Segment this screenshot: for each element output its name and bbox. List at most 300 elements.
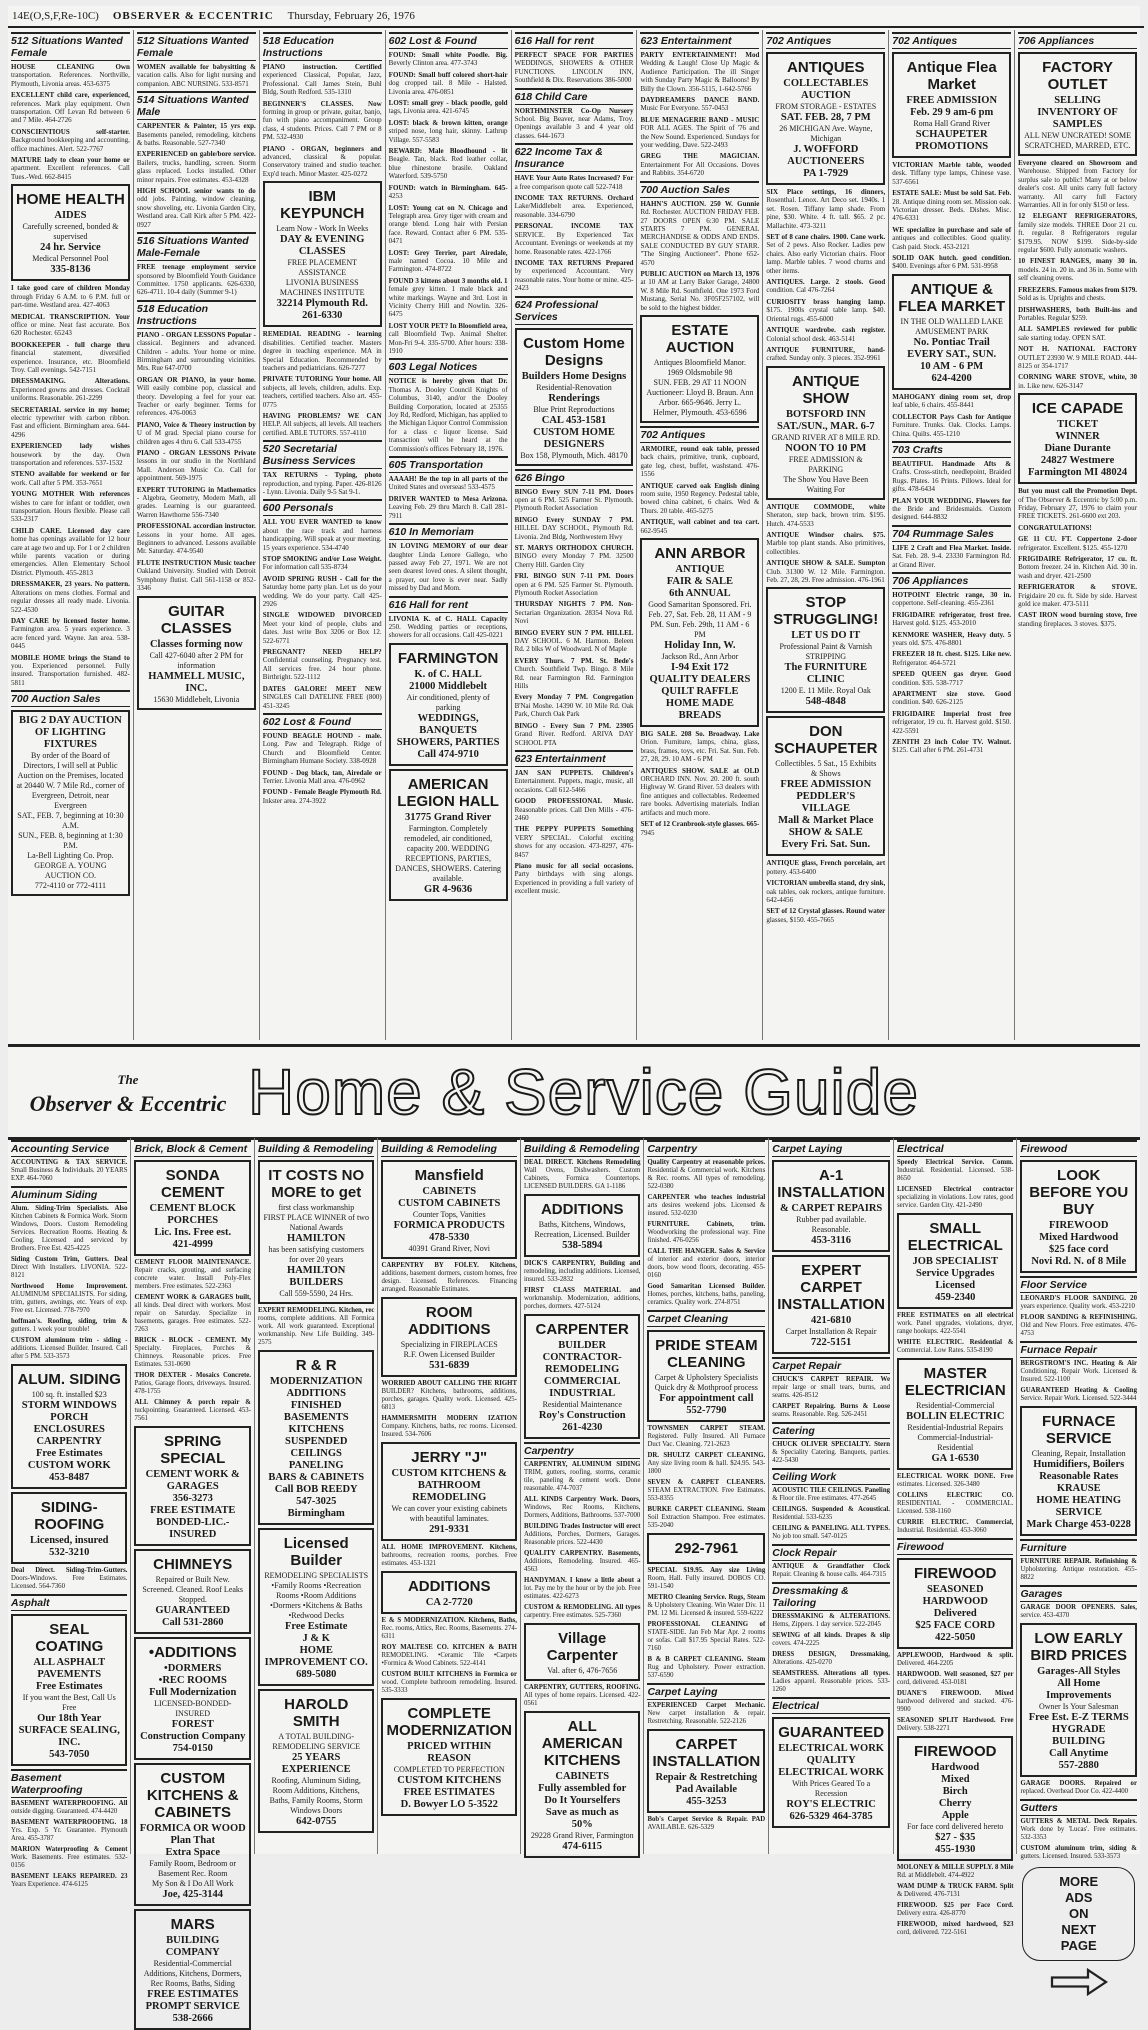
classified-ad: HARDWOOD. Well seasoned, $27 per cord, delivered. 453-0181 (897, 1671, 1014, 1686)
display-ad-line: Mansfield (414, 1167, 484, 1184)
page-number: 14E(O,S,F,Re-10C) (12, 10, 99, 22)
display-ad-line: SEASONED HARDWOOD (922, 1584, 988, 1607)
classified-ad: ZENITH 23 inch Color TV. Walnut. $125. Call after 6 PM. 261-4731 (892, 738, 1012, 755)
auction-ad-line: SUN., FEB. 8, beginning at 1:30 P.M. (18, 831, 123, 851)
display-ad-line: Call 531-2860 (161, 1617, 224, 1628)
classified-ad: ANTIQUE wardrobe. cash register. Colonial school desk. 463-5141 (766, 326, 886, 343)
classified-ad: FIRST CLASS MATERIAL and workmanship. Modernization, additions, porches, dormers. 427-5124 (523, 1287, 641, 1310)
section-heading-auction-sales: 700 Auction Sales (11, 690, 130, 707)
classified-ad: BINGO EVERY SUN 7 PM. HILLEL DAY SCHOOL. 6 M. Harmon. Beleen Rd. 2 blks W of Woodward. N of Maple (514, 628, 634, 654)
display-ad-line: Novi Rd. N. of 8 Mile (1031, 1256, 1127, 1267)
display-ad-line: Garages-All Styles (1037, 1666, 1121, 1677)
section-heading-carpet-laying: Carpet Laying (772, 1140, 890, 1157)
classified-ad: 10 FINEST RANGES, many 30 in. models. 24 in. 20 in. and 36 in. Some with self cleaning ovens. (1018, 257, 1138, 283)
classified-ad: SEAMSTRESS. Alterations all types. Ladies apparel. Reasonable prices. 533-1260 (772, 1670, 890, 1693)
section-heading-514-situations-wanted-male: 514 Situations Wanted Male (137, 91, 256, 120)
classified-ad: DAYDREAMERS DANCE BAND. Music For Everyone. 557-0453 (640, 96, 760, 113)
display-ad-line: Rubber pad available. Reasonable. (796, 1215, 867, 1234)
display-ad-line: Roma Hall Grand River (913, 119, 990, 128)
display-ad (766, 52, 885, 185)
display-ad-line: SIDING-ROOFING (34, 1499, 105, 1533)
classified-ad: WORRIED ABOUT CALLING THE RIGHT BUILDER? Kitchens, bathrooms, additions, porches, garages. Quality work. Licensed. 425-6813 (381, 1380, 517, 1411)
section-heading-furnace-repair: Furnace Repair (1020, 1341, 1136, 1358)
section-heading-aluminum-siding: Aluminum Siding (11, 1186, 127, 1203)
classified-ad: Alum. Siding-Trim Specialists. Also Kitchen Cabinets & Formica Work. Storm Windows, Doors. Custom Remodeling Services. Recreation Rooms. Heating & Cooling. Licensed and serviced by Brothers. Free Est. 425-4225 (11, 1205, 128, 1252)
classified-ad: FOUND: Small white Poodle. Big. Beverly Clinton area. 477-3743 (388, 51, 508, 68)
display-ad (258, 1528, 374, 1686)
display-ad-line: GRAND RIVER AT 8 MILE RD. (771, 432, 880, 442)
classified-ad: CARPENTER & Painter, 15 yrs exp. Basements paneled, remodeling, kitchens & baths. Reasonable. 527-7340 (136, 122, 256, 148)
section-heading-ceiling-work: Ceiling Work (772, 1468, 890, 1485)
display-ad-line: 455-3253 (686, 1796, 727, 1807)
display-ad-line: 543-7050 (49, 1749, 90, 1760)
section-heading-518-education-instructions: 518 Education Instructions (263, 32, 382, 61)
display-ad-line: For face cord delivered hereto (907, 1822, 1004, 1831)
section-heading-512-situations-wanted-female: 512 Situations Wanted Female (137, 32, 256, 61)
classified-ad: FIREWOOD, mixed hardwood, $23 cord, delivered. 722-5161 (897, 1921, 1014, 1936)
classified-ad: HAVING PROBLEMS? WE CAN HELP. All subjects, all levels. All teachers certified. ABLE TUTORS. 557-4110 (262, 411, 382, 437)
display-ad-line: Full Modernization (149, 1687, 237, 1698)
section-heading-702-antiques: 702 Antiques (892, 32, 1011, 49)
classified-ad: BINGO Every SUNDAY 7 PM. HILLEL DAY SCHOOL, Plymouth Rd. Livonia. 2nd Bldg, Northwestern Hwy (514, 515, 634, 541)
classified-ad: FOUND: Small buff colored short-hair dog cropped tail. 8 Mile - Halsted. Livonia area. 476-0851 (388, 70, 508, 96)
section-heading-624-professional-services: 624 Professional Services (515, 296, 634, 325)
display-ad-line: COMMERCIAL (544, 1376, 621, 1387)
display-ad-line: SURFACE SEALING, INC. (18, 1725, 120, 1748)
display-ad-line: QUILT RAFFLE (661, 686, 739, 698)
section-heading-accounting-service: Accounting Service (11, 1140, 127, 1157)
section-heading-626-bingo: 626 Bingo (515, 469, 634, 486)
display-ad-line: ALL ASPHALT PAVEMENTS (33, 1657, 106, 1680)
classified-ad: FLUTE INSTRUCTION Music teacher Oakland University. Studied with Detroit Symphony flutist. Call 561-1158 or 852-3346 (136, 558, 256, 593)
display-ad-line: Joe, 425-3144 (162, 1889, 224, 1900)
classified-ad: FLOOR SANDING & REFINISHING. Old and New Floors. Free estimates. 476-4753 (1020, 1314, 1137, 1337)
classified-ad: NORTHMINSTER Co-Op Nursery School. Big Beaver, near Adams, Troy. Openings available 3 and 4 year old classes. 644-1673 (514, 106, 634, 140)
display-ad-line: & CARPET REPAIRS (779, 1203, 883, 1214)
classified-ad: FOUND - Dog black, tan, Airedale or Terrier. Livonia Mall area. 476-0962 (262, 768, 382, 785)
display-ad-line: 422-5050 (935, 1632, 976, 1643)
section-heading-618-child-care: 618 Child Care (515, 88, 634, 105)
classified-ad: CUSTOM BUILT KITCHENS in Formica or wood. Complete bathroom remodeling. Insured. 535-3333 (381, 1671, 517, 1694)
classified-ad: FRI. BINGO SUN 7-11 PM. Doors open at 6 PM. 525 Farmer St. Plymouth. Plymouth Rocket Association (514, 572, 634, 597)
classified-ad: SET of 8 cane chairs. 1900. Cane work. Set of 2 pews. Also Rocker. Ladies pew chairs. Also early Victorian chairs. Floor lamp. Marble tables. 7 wood churns and other items. (766, 233, 886, 275)
display-ad (772, 1255, 890, 1354)
classified-ad: VICTORIAN Marble table, wooded desk. Tiffany type lamps, Chinese vase. 537-6561 (892, 161, 1012, 186)
classified-ad: DRIVER WANTED to Mesa Arizona. Leaving Feb. 29 thru March 8. Call 281-7911 (388, 494, 508, 520)
display-ad-line: Call 559-5590, 24 Hrs. (279, 1289, 353, 1298)
classified-ad: B & B CARPET CLEANING. Steam Rug and Upholstery. Power extraction. 537-6590 (647, 1656, 766, 1679)
display-ad-line: Auctioneer: Lloyd B. Braun. Ann Arbor. 665-9646. Jerry L. Helmer, Plymouth. 453-6596 (646, 387, 754, 417)
classified-ad: ALL KINDS Carpentry Work. Doors, Windows, Rec Rooms, Kitchens, Dormers, Additions, Bathrooms. 537-7000 (523, 1496, 641, 1519)
classified-ad: LEONARD'S FLOOR SANDING. 20 years experience. Quality work. 453-2210 (1020, 1295, 1137, 1310)
display-ad-line: FARMINGTON (397, 649, 499, 667)
classified-ad: PRIVATE TUTORING Your home. All subjects, all levels, children, adults. Exp. teachers, certified teachers. Also art. 455-0775 (262, 375, 382, 409)
classified-ad: GUARANTEED Heating & Cooling Service. Repair Work. Licensed. 522-3444 (1020, 1387, 1137, 1402)
display-ad-line: PA 1-7929 (803, 168, 849, 179)
classified-ad: PIANO - ORGAN LESSONS Private lessons in our studio in the Northland Mall. Anderson Music Co. Call for appointment. 569-1975 (136, 449, 256, 483)
display-ad-line: Residential-Renovation (536, 382, 612, 392)
classified-ad: THOR DEXTER - Mosaics Concrete. Patios, Garage floors, driveways. Insured. 478-1755 (134, 1372, 251, 1395)
classified-ad: PERSONAL INCOME TAX SERVICE. By Experienced Tax Accountant. Evenings or weekends at my home. Reasonable rates. 422-1766 (514, 222, 634, 256)
display-ad-line: ALL AMERICAN KITCHENS (541, 1718, 623, 1769)
display-ad-line: Additions, Kitchens, Dormers, Rec Rooms, Baths, Siding (143, 1969, 242, 1988)
display-ad-line: ALL NEW UNCRATED! SOME SCRATCHED, MARRED, ETC. (1024, 131, 1132, 150)
display-ad-line: 15630 Middlebelt, Livonia (153, 694, 240, 704)
display-ad-line: LIVONIA BUSINESS MACHINES INSTITUTE (279, 278, 365, 298)
display-ad (134, 1549, 250, 1634)
display-ad-line: •Family Rooms •Recreation Rooms •Room Additions •Dormers •Kitchens & Baths •Redwood Decks (269, 1581, 363, 1620)
classified-ad: CEMENT WORK & GARAGES built, all kinds. Deal direct with workers. Most repair on Saturday. Specialize in basements, garages. Free estimates. 522-7263 (134, 1294, 251, 1333)
classified-ad: FREEZER 18 ft. chest. $125. Like new. Refrigerator. 464-5721 (892, 650, 1012, 667)
display-ad-line: SUSPENDED CEILINGS (284, 1436, 348, 1459)
classified-ad: Siding Custom Trim, Gutters. Deal Direct With Installers. LIVONIA. 522-8121 (11, 1256, 128, 1279)
display-ad-line: For appointment call (659, 1393, 754, 1404)
display-ad-line: FIRST PLACE WINNER of two National Awards (263, 1213, 369, 1232)
section-heading-605-transportation: 605 Transportation (389, 456, 508, 473)
classified-ad: BASEMENT WATERPROOFING. All outside digging. Guaranteed. 474-4420 (11, 1800, 128, 1815)
display-ad-line: MARS (170, 1916, 215, 1933)
display-ad-line: FREE ESTIMATES (147, 1989, 239, 2000)
classified-ad: CUSTOM aluminum trim - siding - additions. Licensed Builder. Insured. Call after 5 PM. 533-3573 (11, 1337, 128, 1360)
display-ad-line: CARPENTER (535, 1321, 629, 1338)
classified-ad: AAAAH! Be the top in all parts of the United States and overseas! 533-4575 (388, 475, 508, 492)
display-ad (892, 274, 1011, 390)
display-ad (524, 1623, 640, 1681)
display-ad-line: Repair & Restretching (655, 1772, 758, 1783)
classified-ad: BRICK - BLOCK - CEMENT. My Specialty. Fireplaces, Porches & Chimneys. Reasonable prices. Free Estimates. 531-0690 (134, 1337, 251, 1368)
service-guide-columns (8, 1138, 1140, 2024)
classified-ad: NOTICE is hereby given that Dr. Thomas A. Dooley Council Knights of Columbus, 3140, and/or the Dooley Building Corporation, located at 25355 Joy Rd, Redford, Michigan, has applied to the Michigan Liquor Control Commission for a class c liquor license. Said transaction will be heard at the Commission's offices February 18, 1976. (388, 377, 508, 453)
display-ad (389, 769, 508, 901)
classified-ad: AVOID SPRING RUSH - Call for the Saturday home party plan. Let us do your wedding. We do your party. Call 425-2926 (262, 574, 382, 609)
display-ad-line: CA 2-7720 (425, 1597, 473, 1608)
classified-ad: FIREWOOD. $25 per Face Cord. Delivery extra. 426-8770 (897, 1902, 1014, 1917)
display-ad-line: CABINETS (555, 1771, 610, 1782)
display-ad-line: HAMMELL MUSIC, INC. (148, 670, 245, 694)
classified-ad: KENMORE WASHER, Heavy duty. 5 years old. $75. 476-8801 (892, 630, 1012, 647)
display-ad-line: KITCHENS (288, 1424, 344, 1435)
display-ad (524, 1711, 640, 1858)
display-ad-line: CHIMNEYS (153, 1556, 233, 1573)
display-ad (640, 538, 759, 727)
classified-ad: Piano music for all social occasions. Party birthdays with sing alongs. Experienced in providing a full variety of excellent music. (514, 861, 634, 896)
display-ad-line: PRIDE STEAM CLEANING (655, 1337, 758, 1371)
classified-ad: YOUNG MOTHER With references wishes to care for infant or toddler, own transportation. Hours flexible. Please call 533-2317 (11, 490, 130, 524)
display-ad-line: SHOWERS, PARTIES (396, 736, 500, 748)
display-ad-line: QUALITY (806, 1755, 856, 1766)
classified-ad: CUSTOM aluminum trim, siding & gutters. Licensed. Insured. 533-3573 (1020, 1845, 1137, 1860)
section-heading-carpentry: Carpentry (647, 1140, 765, 1157)
classified-ad: TAX RETURNS - Typing, photo reproduction, and typing. Paper. 426-8126 - Lynn. Livonia. Daily 9-5 Sat 9-1. (262, 471, 382, 496)
classified-ad: SECRETARIAL service in my home; electric typewriter with carbon ribbon. Fast and efficient. Birmingham area. 644-4296 (11, 405, 130, 439)
classified-ad: TOWNSMEN CARPET STEAM. Registered. Fully Insured. All Furnace Duct Vac. Cleaning. 721-2623 (647, 1425, 766, 1448)
classified-ad: MAHOGANY dining room set, drop leaf table, 6 chairs. 455-8441 (892, 392, 1012, 410)
section-heading-704-rummage-sales: 704 Rummage Sales (892, 525, 1011, 542)
display-ad (897, 1358, 1013, 1470)
display-ad (263, 181, 382, 327)
display-ad-line: Feb. 29 9 am-6 pm (910, 107, 994, 118)
display-ad-line: Residential-Commercial (916, 1401, 995, 1410)
display-ad-line: FREE ESTIMATES (403, 1787, 495, 1798)
display-ad-line: EVERY SAT., SUN. (907, 348, 997, 360)
classified-ad: EXPERIENCED Carpet Mechanic. New carpet installation & repair. Restretching. Reasonable. 522-2126 (647, 1702, 766, 1725)
display-ad-line: SELLING INVENTORY OF (1037, 95, 1118, 118)
display-ad-line: CEMENT WORK & GARAGES (145, 1469, 240, 1492)
display-ad-line: GUITAR CLASSES (160, 602, 232, 637)
classified-ad: SPECIAL $19.95. Any size Living Room, Hall. Fully insured. DOBOS CO. 591-1540 (647, 1567, 766, 1590)
classified-ad: Northwood Home Improvement. ALUMINUM SPECIALISTS. For siding, trim, gutters, awnings, etc. Years of exp. Free est. Licensed. 778-7970 (11, 1283, 128, 1314)
classified-ad: DRESS DESIGN, Dressmaking, Alterations. 425-0270 (772, 1651, 890, 1666)
display-ad-line: PEDDLER'S VILLAGE (796, 791, 856, 815)
display-ad-line: MODERNIZATION (269, 1376, 363, 1387)
classified-ad: LOST YOUR PET? In Bloomfield area, call Bloomfield Twp. Animal Shelter. Mon-Fri 9-4. 335-5700. After hours: 338-1910 (388, 321, 508, 355)
classified-ad: Every Monday 7 PM. Congregation B'Nai Moshe. 14390 W. 10 Mile Rd. Oak Park, Church Oak Park (514, 693, 634, 719)
display-ad-line: REMODELING SPECIALISTS (264, 1571, 369, 1580)
classified-ad: FRIGIDAIRE Imperial frost free refrigerator, 19 cu. ft. Harvest gold. $150. 422-5591 (892, 709, 1012, 735)
display-ad-line: 455-1930 (935, 1844, 976, 1855)
classified-ad: WAM DUMP & TRUCK FARM. Split & Delivered. 476-7131 (897, 1883, 1014, 1898)
classified-ad: PROFESSIONAL CLEANING of STATE-SIDE. Jan Feb Mar Apr. 2 rooms or sofas. Call $17.95 Special Rates. 522-7160 (647, 1621, 766, 1652)
display-ad-line: FROM STORAGE - ESTATES (775, 102, 877, 111)
classified-ad: DISHWASHERS, both Built-ins and Portables. Regular $259. (1018, 305, 1138, 322)
section-heading-600-personals: 600 Personals (263, 499, 382, 516)
column-8 (889, 30, 1015, 1040)
display-ad (524, 1314, 640, 1439)
classified-ad: SET of 12 Crystal glasses. Round water glasses, $150. 455-7665 (766, 907, 886, 924)
display-ad (640, 315, 759, 423)
column-2 (134, 30, 260, 1040)
notice-word: ADS (1065, 1890, 1093, 1905)
classified-ad: REWARD: Male Bloodhound - lit Beagle. Tan, black. Red leather collar, blue rhinestone brasile. Oakland Waterford. 539-5750 (388, 147, 508, 181)
classified-ad: ALL HOME IMPROVEMENT. Kitchens, bathrooms, recreation rooms, porches. Free estimates. 453-1321 (381, 1544, 517, 1567)
display-ad-line: KRAUSE (1056, 1483, 1101, 1494)
section-heading-carpet-laying: Carpet Laying (647, 1683, 765, 1700)
classified-ad: THURSDAY NIGHTS 7 PM. Non-Sectarian Organization. 28354 Nova Rd. Novi (514, 600, 634, 626)
section-heading-602-lost-found: 602 Lost & Found (263, 713, 382, 730)
display-ad-line: LOW EARLY BIRD PRICES (1030, 1630, 1128, 1664)
display-ad-line: Owner Is Your Salesman (1038, 1702, 1119, 1711)
display-ad-line: 25 YEARS EXPERIENCE (281, 1752, 351, 1775)
classified-ad: DUANE'S FIREWOOD. Mixed hardwood delivered and stacked. 476-9900 (897, 1690, 1014, 1713)
observer-eccentric-logo (8, 1068, 248, 1116)
display-ad-line: Learn Now - Work In Weeks (276, 224, 369, 234)
classified-ad: CHUCK'S CARPET REPAIR. We repair large or small tears, burns, and seams. 426-8512 (772, 1376, 890, 1399)
classified-ad: BINGO - Every Sun 7 PM. 23905 Grand River. Redford. ARIVA DAY SCHOOL PTA (514, 721, 634, 747)
display-ad (1020, 1160, 1136, 1273)
display-ad-line: WINNER (1055, 431, 1100, 443)
display-ad-line: BOLLIN ELECTRIC (906, 1411, 1005, 1422)
display-ad-line: CUSTOM KITCHENS (397, 1775, 502, 1786)
display-ad-line: Diane Durante (1044, 443, 1111, 455)
display-ad-line: SCHAUPETER PROMOTIONS (915, 129, 989, 152)
classified-ad: EXPERT TUTORING in Mathematics - Algebra, Geometry, Modern Math, all grades. Learning is our guaranteed. Warren Hawthorne 556-7340 (136, 485, 256, 519)
classified-ad: EXPERIENCED on gable/bore service. Bailers, trucks, handling, screen. Storm glass replaced. Locks installed. Other minor repairs. Free estimates. 453-4328 (136, 150, 256, 184)
more-ads-next-page-notice (1022, 1867, 1134, 1961)
display-ad (134, 1763, 250, 1906)
display-ad-line: CUSTOM CABINETS (398, 1198, 501, 1209)
display-ad-line: BONDED-LIC.-INSURED (156, 1517, 230, 1540)
display-ad-line: FREE ADMISSION & PARKING (788, 454, 863, 474)
section-heading-602-lost-found: 602 Lost & Found (389, 32, 508, 49)
auction-ad-line: BIG 2 DAY AUCTION (19, 715, 122, 727)
display-ad-line: ANTIQUE (675, 564, 725, 576)
display-ad-line: AUCTION (800, 90, 851, 101)
display-ad-line: LICENSED-BONDED-INSURED (154, 1699, 232, 1718)
display-ad-line: CARPENTRY (36, 1436, 103, 1447)
classified-ad: ANTIQUE & Grandfather Clock Repair. Cleaning & house calls. 464-7315 (772, 1563, 890, 1578)
display-ad-line: Service Upgrades (916, 1268, 995, 1279)
display-ad-line: The Show You Have Been Waiting For (783, 474, 869, 494)
display-ad-line: FIREWOOD (1048, 1220, 1109, 1231)
arrow-right-icon (1049, 1967, 1109, 1997)
column-5 (512, 30, 638, 1040)
display-ad-line: ESTATE AUCTION (665, 321, 735, 356)
display-ad-line: STORM WINDOWS (21, 1400, 117, 1411)
classified-ad: LOST: small grey - black poodle, gold tags, Livonia area. 421-6745 (388, 99, 508, 116)
display-ad-line: ANN ARBOR (654, 545, 746, 563)
display-ad-line: 26 MICHIGAN Ave. Wayne, Michigan (779, 124, 873, 143)
classified-ad: I take good care of children Monday through Friday 6 A.M. to 6 P.M. full or part-time. Westland area. 427-4063 (11, 284, 130, 310)
classified-ad: CARPET Repairing. Burns & Loose seams. Reasonable. Reg. 526-2451 (772, 1403, 890, 1418)
display-ad-line: PORCH ENCLOSURES (33, 1412, 105, 1435)
display-ad-line: J. WOFFORD (793, 144, 859, 155)
display-ad-line: SAT./SUN., MAR. 6-7 (776, 420, 875, 432)
display-ad-line: Mall & Market Place (778, 815, 874, 827)
display-ad-line: My Son & I Do All Work (152, 1879, 234, 1888)
classified-ad: CONSCIENTIOUS self-starter. Background bookkeeping and accounting, office machines. Alert. 522-7767 (11, 127, 130, 153)
display-ad-line: J & K (302, 1633, 330, 1644)
section-heading-706-appliances: 706 Appliances (892, 572, 1011, 589)
display-ad-line: ROY'S ELECTRIC (786, 1799, 876, 1810)
classified-ad: SEVEN & CARPET CLEANERS. STEAM EXTRACTION. Free Estimates. 553-8355 (647, 1479, 766, 1502)
classified-ad: HANDYMAN. I know a little about a lot. Pay me by the hour or by the job. Free estimates. 422-6273 (523, 1577, 641, 1600)
display-ad-line: DAY & EVENING CLASSES (280, 234, 365, 258)
classified-ad: JAN SAN PUPPETS. Children's Entertainment. Puppets, magic, music, all occasions. Call 612-5466 (514, 768, 634, 794)
display-ad-line: A TOTAL BUILDING-REMODELING SERVICE (272, 1732, 360, 1751)
display-ad-line: INDUSTRIAL (549, 1388, 616, 1399)
display-ad-line: Residential-Industrial Repairs (907, 1423, 1004, 1432)
classified-ad: COLLINS ELECTRIC CO. RESIDENTIAL - COMMERCIAL. Licensed. 538-1160 (897, 1492, 1014, 1515)
display-ad-line: CARPET INSTALLATION (652, 1736, 761, 1770)
display-ad-line: Plan That (170, 1835, 215, 1846)
display-ad-line: IT COSTS NO MORE to get (268, 1167, 365, 1201)
display-ad-line: 626-5329 464-3785 (789, 1811, 873, 1822)
display-ad-line: Mark Charge 453-0228 (1026, 1519, 1131, 1530)
classified-ad: MOLONEY & MILLE SUPPLY. 8 Mile Rd. at Middlebelt. 474-4922 (897, 1864, 1014, 1879)
lighting-auction-ad (11, 710, 130, 896)
display-ad (381, 1571, 517, 1614)
classified-ad: APPLEWOOD, Hardwood & split. Delivered. 464-2205 (897, 1652, 1014, 1667)
classified-ad: PLAN YOUR WEDDING. Flowers for the Bride and Bridesmaids. Custom designed. 644-8832 (892, 496, 1012, 522)
column-4 (378, 1138, 521, 1854)
section-heading-512-situations-wanted-female: 512 Situations Wanted Female (11, 32, 130, 61)
display-ad-line: FORMICA OR WOOD (139, 1823, 246, 1834)
section-heading-clock-repair: Clock Repair (772, 1544, 890, 1561)
display-ad (11, 1614, 127, 1766)
section-heading-706-appliances: 706 Appliances (1018, 32, 1137, 49)
display-ad-line: Classes forming now (149, 638, 243, 650)
classified-ad: HOUSE CLEANING Own transportation. References. Northville, Plymouth, Livonia areas. 453-6375 (11, 63, 130, 88)
display-ad-line: BUILDING COMPANY (165, 1935, 220, 1958)
display-ad-line: ROOM ADDITIONS (407, 1304, 491, 1338)
display-ad-line: If you want the Best, Call Us Free (22, 1693, 116, 1712)
classified-ad: DRESSMAKING & ALTERATIONS. Hems, Zippers. 1 day service. 522-2045 (772, 1613, 890, 1628)
display-ad-line: GUARANTEED (155, 1605, 231, 1616)
display-ad-line: Quick dry & Mothproof process (654, 1383, 758, 1392)
display-ad-line: STOP STRUGGLING! (773, 594, 879, 629)
classified-ad: CONGRATULATIONS! (1018, 523, 1092, 532)
classified-ad: BLUE MENAGERIE BAND - MUSIC FOR ALL AGES. The Spirit of '76 and the New Sound. Experienced. Sundays for your wedding, Dave. 522-2493 (640, 115, 760, 150)
display-ad-line: TICKET (1057, 419, 1098, 431)
classified-ad: SPEED QUEEN gas dryer. Good condition. $35. 538-7717 (892, 670, 1012, 687)
classified-ad: WHITE ELECTRIC. Residential & Commercial. Low Rates. 535-8190 (897, 1339, 1014, 1354)
display-ad-line: IBM KEYPUNCH (280, 188, 365, 223)
classified-ad: APARTMENT size stove. Good condition. $40. 626-2125 (892, 690, 1012, 707)
classified-ad: LIFE 2 Craft and Flea Market. Inside. Sat. Feb. 28. 9-4. 23330 Farmington Rd. at Grand River. (892, 543, 1012, 569)
display-ad-line: NOON TO 10 PM (785, 442, 867, 454)
auction-ad-line: 772-4110 or 772-4111 (34, 881, 106, 891)
display-ad-line: •ADDITIONS (148, 1644, 237, 1661)
display-ad-line: 531-6839 (429, 1360, 470, 1371)
display-ad-line: Mixed (940, 1774, 970, 1785)
classified-ad: METRO Cleaning Service. Rugs, Steam & Upholstery Cleaning. Win Water Div. 11 PM. 12 Mi. Licensed & insured. 559-6222 (647, 1594, 766, 1617)
display-ad-line: CUSTOM KITCHENS & CABINETS (146, 1770, 239, 1821)
display-ad-line: FAIR & SALE (666, 576, 734, 588)
display-ad-line: The FURNITURE CLINIC (784, 662, 868, 686)
display-ad-line: CABINETS (422, 1186, 477, 1197)
display-ad-line: R & R (295, 1357, 337, 1374)
classified-ad: HOTPOINT Electric range, 30 in. coppertone. Self-cleaning. 455-2361 (892, 590, 1012, 608)
notice-word: ON (1068, 1906, 1089, 1921)
display-ad-line: 532-3210 (49, 1547, 90, 1558)
auction-ad-line: La-Bell Lighting Co. Prop. (27, 851, 114, 861)
display-ad-line: BUILDER (558, 1340, 607, 1351)
classified-ad: FOUND: watch in Birmingham. 645-4253 (388, 183, 508, 201)
classified-ad: WOMEN available for babysitting & vacation calls. Also for light nursing and companion. ABC NURSING. 533-8571 (136, 63, 256, 88)
display-ad-line: JERRY "J" (411, 1449, 488, 1466)
display-ad-line: SEAL COATING (35, 1621, 104, 1655)
display-ad-line: A-1 INSTALLATION (777, 1167, 885, 1201)
display-ad-line: SMALL ELECTRICAL (907, 1220, 1003, 1254)
section-heading-616-hall-for-rent: 616 Hall for rent (389, 596, 508, 613)
display-ad-line: K. of C. HALL (414, 668, 482, 680)
display-ad (1018, 393, 1137, 484)
section-heading-garages: Garages (1020, 1585, 1136, 1602)
classified-ad: FRIGIDAIRE Refrigerator, 17 cu. ft. Bottom freezer. 24 in. Kitchen Aid. 30 in. wash and dryer. 421-2500 (1018, 555, 1138, 580)
display-ad-line: FINISHED BASEMENTS (283, 1400, 349, 1423)
classified-ad: PIANO instruction. Certified experienced Classical, Popular, Jazz, Professional. Call James Stein, Buhl Bldg, South Redford. 535-1310 (262, 63, 382, 97)
display-ad-line: 421-4999 (172, 1239, 213, 1250)
classified-ad: ST. MARYS ORTHODOX CHURCH. BINGO every Monday 7 PM. 32500 Cherry Hill. Garden City (514, 543, 634, 569)
display-ad-line: COMPLETED TO PERFECTION (393, 1765, 505, 1774)
classified-ad: THE PEPPY PUPPETS Something VERY SPECIAL. Colorful exciting shows for any occasion. 473-8297, 476-8457 (514, 825, 634, 859)
section-heading-basement-waterproofing: Basement Waterproofing (11, 1769, 127, 1798)
display-ad-line: ANTIQUE & FLEA MARKET (898, 280, 1006, 315)
display-ad-line: ANTIQUES (787, 59, 865, 76)
classified-ad: BEAUTIFUL Handmade Afts & Crafts. Cross-stitch, needlepoint, Braided Rugs. Plates. 16 Prints. Pillows. Ideal for gifts. 478-6434 (892, 459, 1012, 494)
classified-ad: ANTIQUE Windsor chairs. $75. Marble top plant stands. Also primitives, collectibles. (766, 530, 886, 556)
classified-ad: But you must call the Promotion Dept. of The Observer & Eccentric by 5:00 p.m. Friday, February 27, 1976 to claim your FREE TICKETS. 261-6600 ext 203. (1018, 487, 1138, 521)
display-ad-line: Every Fri. Sat. Sun. (781, 839, 871, 851)
display-ad (1020, 1623, 1136, 1777)
classified-ad: GREG THE MAGICIAN. Entertainment For All Occasions. Doves and Rabbits. 354-6720 (640, 152, 760, 178)
classified-ad: ESTATE SALE: Must be sold Sat. Feb. 28. Antique dining room set. Mission oak. Victorian dresser. Beds. Dishes. Misc. 476-6331 (892, 189, 1012, 223)
display-ad (772, 1160, 890, 1252)
classified-ad: FURNITURE. Cabinets, trim. Woodworking the professional way. Fine finished. 476-0256 (647, 1221, 766, 1244)
display-ad-line: Carpet & Upholstery Specialists (654, 1373, 759, 1382)
display-ad-line: 261-6330 (302, 310, 343, 322)
classified-ad: Speedy Electrical Service. Comm. Industrial. Residential. Licensed. 538-8650 (897, 1159, 1014, 1182)
